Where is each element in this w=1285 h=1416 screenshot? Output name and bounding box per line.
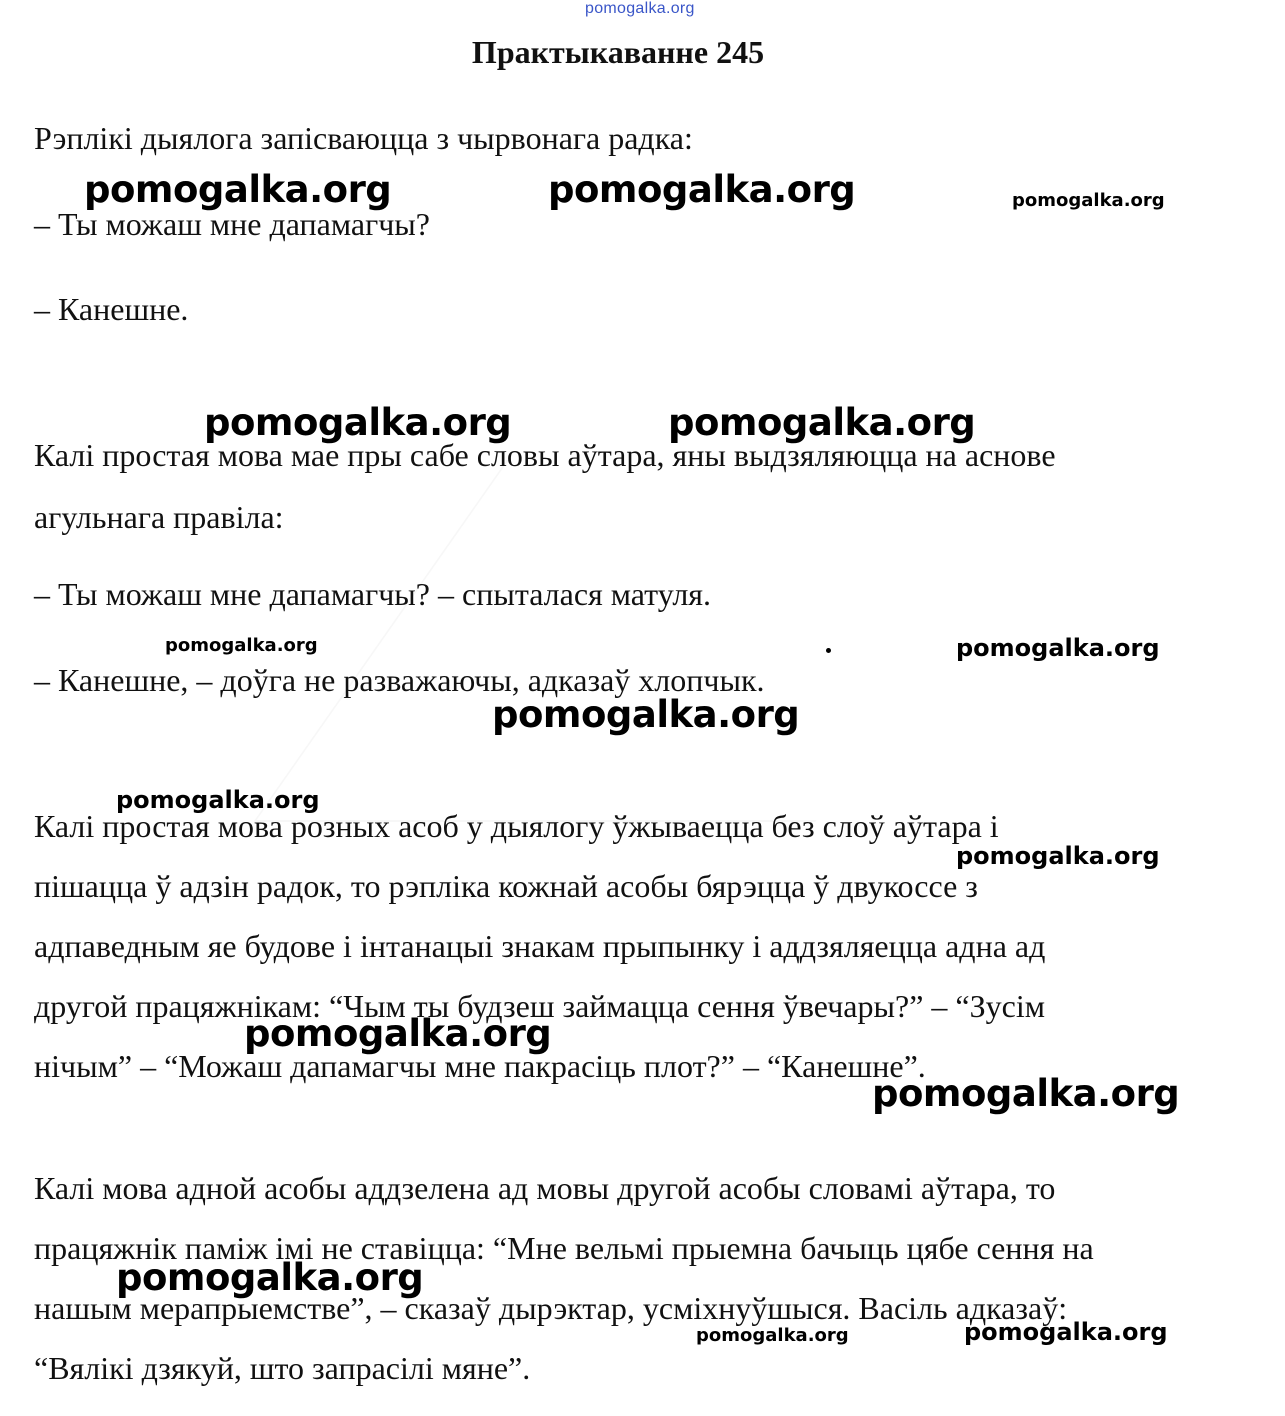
section2-intro-line: Калі простая мова мае пры сабе словы аўтара, яны выдзяляюцца на аснове [34,437,1056,473]
watermark: pomogalka.org [956,634,1160,662]
watermark: pomogalka.org [204,401,512,444]
section4-line: працяжнік паміж імі не ставіцца: “Мне вельмі прыемна бачыць цябе сення на [34,1230,1094,1266]
section4-line: “Вялікі дзякуй, што запрасілі мяне”. [34,1350,531,1386]
watermark: pomogalka.org [964,1318,1168,1346]
site-watermark-top: pomogalka.org [585,0,695,17]
watermark: pomogalka.org [492,693,800,736]
section3-line: адпаведным яе будове і інтанацыі знакам прыпынку і аддзяляецца адна ад [34,928,1046,964]
dialogue-line: – Канешне. [34,291,189,327]
watermark: pomogalka.org [244,1012,552,1055]
section3-line: пішацца ў адзін радок, то рэпліка кожнай асобы бярэцца ў двукоссе з [34,868,978,904]
watermark: pomogalka.org [165,635,318,656]
section2-intro-line: агульнага правіла: [34,499,284,535]
page-title: Практыкаванне 245 [471,34,765,70]
dialogue-line: – Ты можаш мне дапамагчы? – спыталася матуля. [34,576,712,612]
section3-line: Калі простая мова розных асоб у дыялогу ўжываецца без слоў аўтара і [34,808,999,844]
section1-intro: Рэплікі дыялога запісваюцца з чырвонага радка: [34,120,693,156]
section4-line: Калі мова адной асобы аддзелена ад мовы другой асобы словамі аўтара, то [34,1170,1056,1206]
watermark: pomogalka.org [696,1325,849,1346]
section3-line: другой працяжнікам: “Чым ты будзеш займацца сення ўвечары?” – “Зусім [34,988,1045,1024]
watermark: pomogalka.org [1012,190,1165,211]
dialogue-line: – Ты можаш мне дапамагчы? [34,206,430,242]
watermark: pomogalka.org [84,168,392,211]
watermark: pomogalka.org [116,786,320,814]
stray-dot [826,648,831,653]
watermark: pomogalka.org [956,842,1160,870]
section3-line: нічым” – “Можаш дапамагчы мне пакрасіць плот?” – “Канешне”. [34,1048,926,1084]
watermark: pomogalka.org [872,1072,1180,1115]
watermark: pomogalka.org [668,401,976,444]
watermark: pomogalka.org [116,1256,424,1299]
section4-line: нашым мерапрыемстве”, – сказаў дырэктар, усміхнуўшыся. Васіль адказаў: [34,1290,1068,1326]
watermark: pomogalka.org [548,168,856,211]
faint-background-shape [253,460,1068,822]
dialogue-line: – Канешне, – доўга не разважаючы, адказаў хлопчык. [34,662,765,698]
